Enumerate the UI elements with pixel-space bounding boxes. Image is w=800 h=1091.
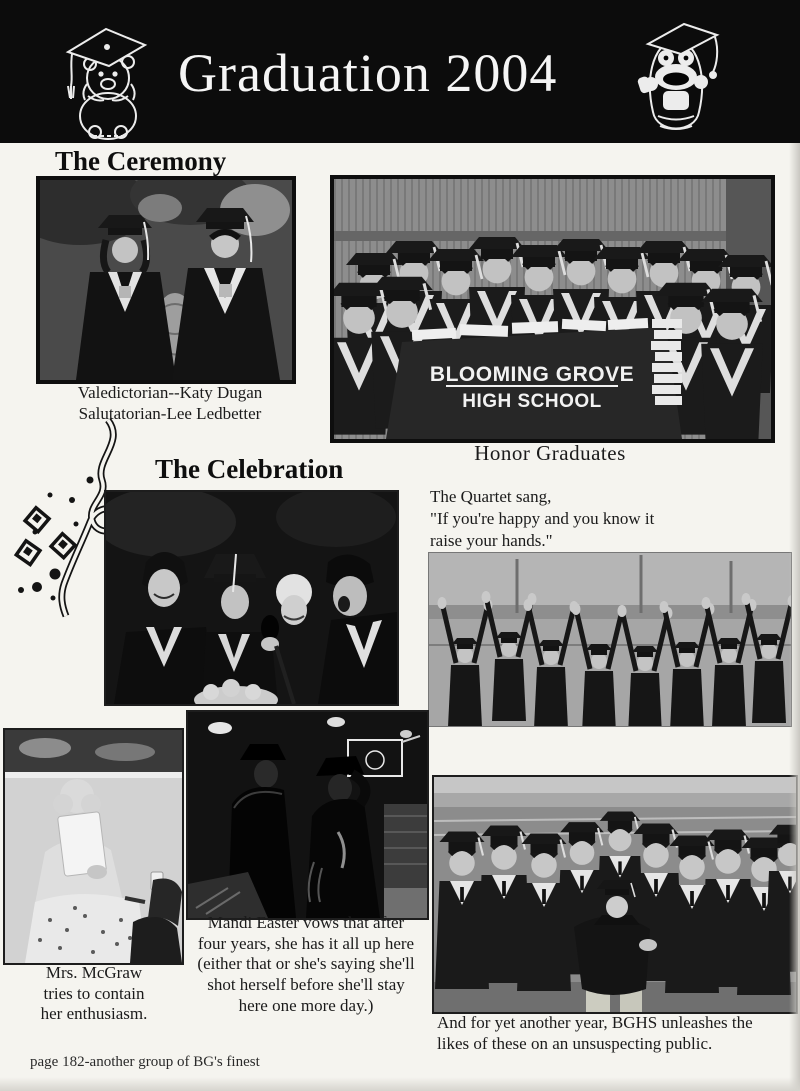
raised-hands-photo [428,552,792,727]
lion-cub-graduate-mascot-icon [58,14,154,140]
ceremony-heading: The Ceremony [55,146,227,176]
school-banner-line1: BLOOMING GROVE [429,363,635,386]
page-number-label: page 182-another group of BG's finest [30,1054,260,1070]
caption-line: (either that or she's saying she'll [197,954,415,974]
caption-line: And for yet another year, BGHS unleashes the [437,1013,753,1032]
caption-line: raise your hands." [430,530,553,550]
scan-edge-bottom [0,1077,800,1091]
celebration-heading: The Celebration [155,454,344,484]
caption-line: her enthusiasm. [40,1004,148,1024]
school-banner-line2: HIGH SCHOOL [462,391,602,412]
mcgraw-photo [3,728,184,965]
raised-hands-photo-illustration [429,553,791,726]
caption-line: Salutatorian-Lee Ledbetter [78,403,262,423]
quartet-photo-illustration [106,492,397,704]
page-title: Graduation 2004 [178,43,558,103]
caption-line: here one more day.) [238,995,374,1015]
caption-line: shot herself before she'll stay [207,975,405,995]
mcgraw-photo-illustration [5,730,182,963]
group-caption [437,1013,797,1054]
caption-line: likes of these on an unsuspecting public. [437,1033,713,1053]
worm-graduate-mascot-icon [628,20,724,142]
mandi-easter-photo-illustration [188,712,427,918]
mcgraw-caption [8,963,180,1025]
honor-graduates-photo [330,175,775,443]
caption-line: Mrs. McGraw [45,963,143,982]
caption-line: tries to contain [43,983,145,1003]
valedictorian-photo [36,176,296,384]
valedictorian-photo-illustration [40,180,292,380]
caption-line: The Quartet sang, [430,487,552,506]
caption-line: "If you're happy and you know it [430,508,655,528]
scan-edge-right [789,143,800,1091]
mandi-easter-caption [162,913,450,1017]
mandi-easter-photo [186,710,429,920]
quartet-caption [430,486,730,551]
honor-graduates-photo-illustration [334,179,771,439]
quartet-photo [104,490,399,706]
header-banner [0,0,800,143]
caption-line: four years, she has it all up here [197,933,415,953]
caption-line: Mandi Easter vows that after [207,913,405,932]
caption-line: Valedictorian--Katy Dugan [77,383,263,402]
honor-graduates-caption: Honor Graduates [474,441,626,465]
group-photo [432,775,798,1014]
group-photo-illustration [434,777,796,1012]
